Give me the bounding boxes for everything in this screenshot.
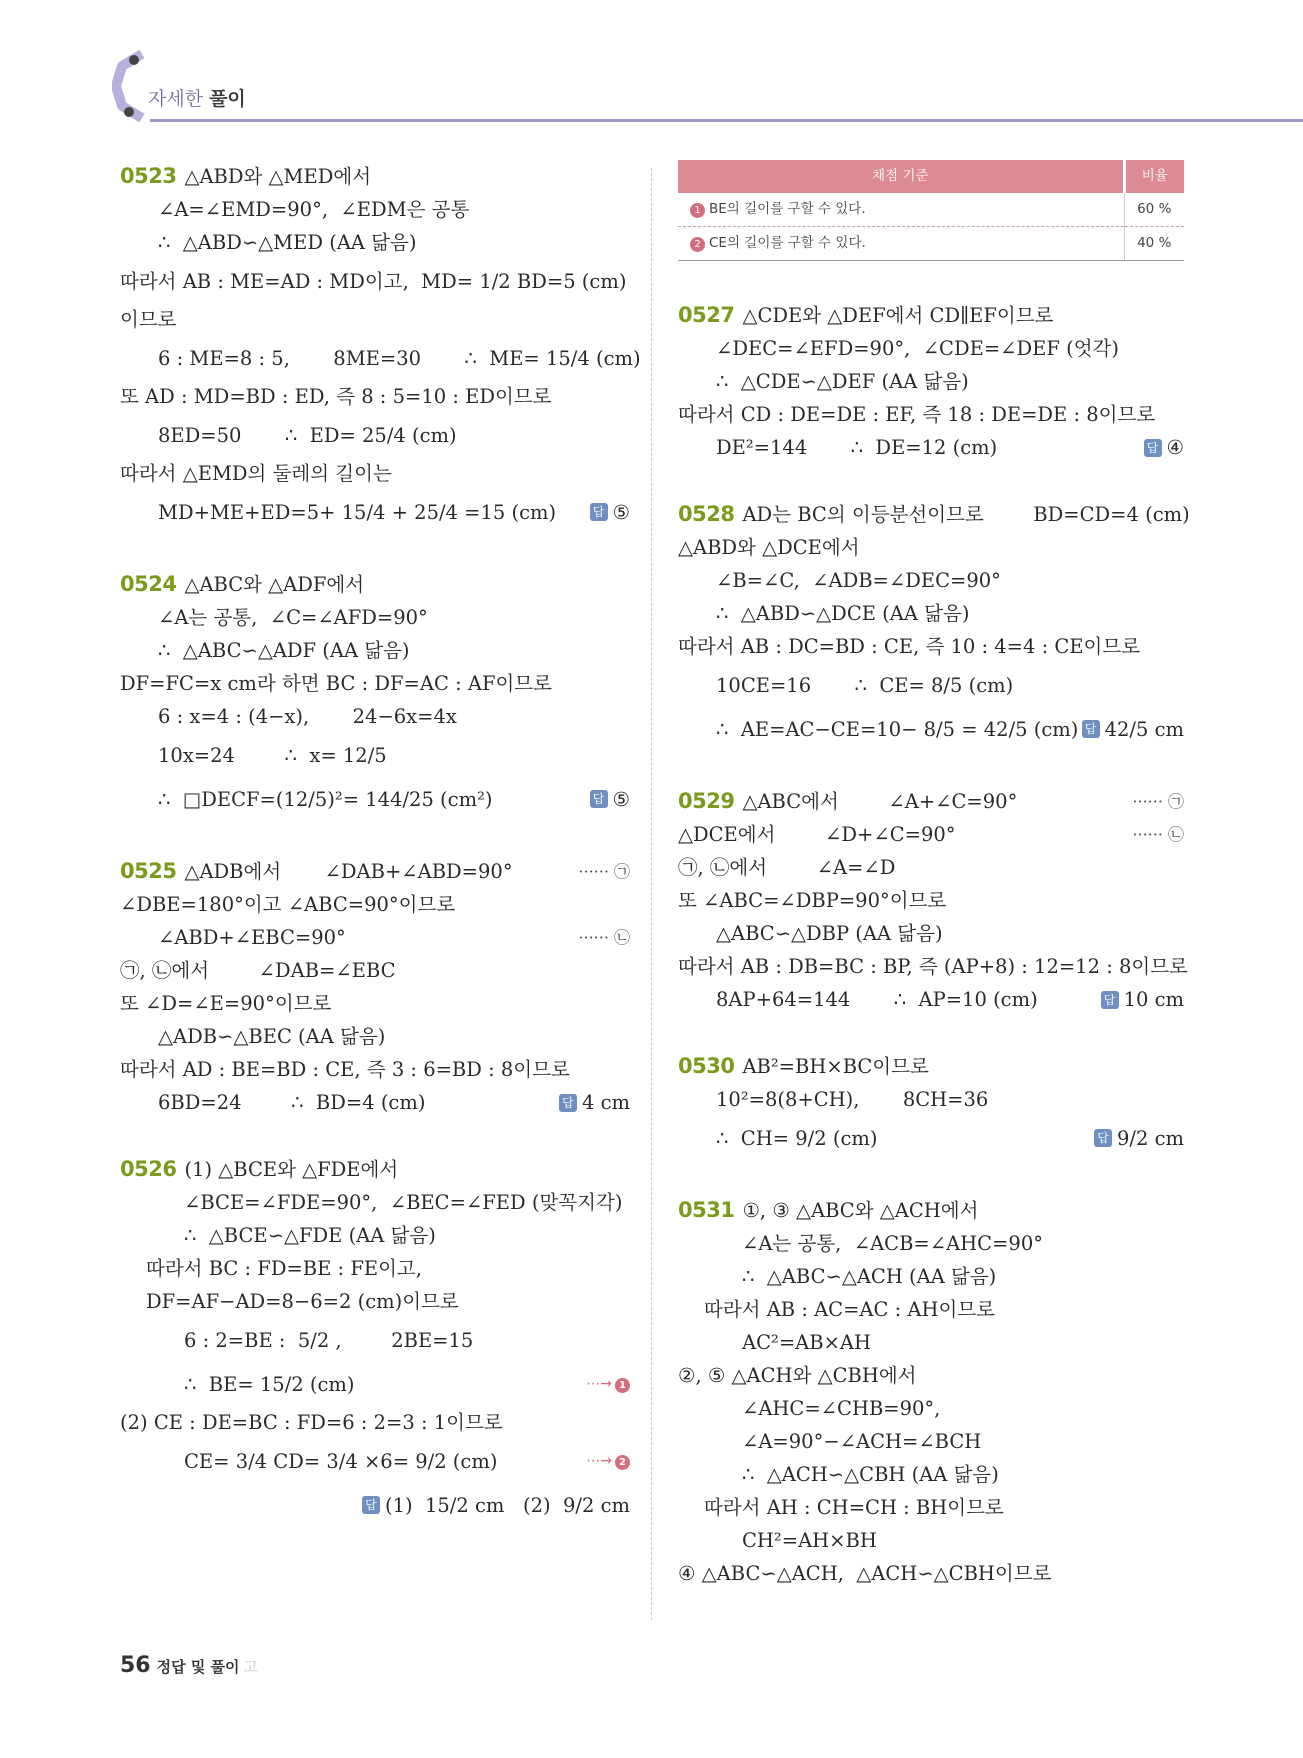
line: 따라서 AH : CH=CH : BH이므로: [704, 1496, 1004, 1519]
line: CE= 3/4 CD= 3/4 ×6= 9/2 (cm): [184, 1449, 498, 1473]
line: 따라서 AB : DB=BC : BP, 즉 (AP+8) : 12=12 : 8이므로: [678, 955, 1188, 978]
answer-value: 4 cm: [581, 1091, 630, 1114]
table-header-criteria: 채점 기준: [678, 160, 1124, 193]
line: ∴ CH= 9/2 (cm): [716, 1126, 878, 1150]
line: △ABC에서 ∠A+∠C=90°: [742, 790, 1018, 813]
page-number: 56: [120, 1653, 151, 1678]
problem-0529: [678, 785, 1188, 1016]
line: ∠ABD+∠EBC=90°: [158, 926, 346, 949]
answer-value: (1) 15/2 cm (2) 9/2 cm: [384, 1493, 630, 1517]
line: ∴ △ABC∽△ACH (AA 닮음): [742, 1265, 997, 1288]
line: 따라서 BC : FD=BE : FE이고,: [146, 1257, 422, 1280]
line: 따라서 AB : ME=AD : MD이고, MD= 1/2 BD=5 (cm): [120, 269, 627, 293]
line: 6BD=24 ∴ BD=4 (cm): [158, 1091, 426, 1114]
problem-number: 0525: [120, 859, 177, 883]
answer: [590, 496, 630, 529]
line: ∠A=90°−∠ACH=∠BCH: [742, 1430, 982, 1453]
line: ∠B=∠C, ∠ADB=∠DEC=90°: [716, 569, 1001, 592]
problem-number: 0530: [678, 1054, 735, 1078]
line: DF=FC=x cm라 하면 BC : DF=AC : AF이므로: [120, 672, 552, 695]
equation-tag: ······ ㉠: [1132, 792, 1184, 811]
line: ②, ⑤ △ACH와 △CBH에서: [678, 1364, 917, 1387]
answer-value: 10 cm: [1123, 988, 1184, 1011]
line: ∴ △ABC∽△ADF (AA 닮음): [158, 639, 410, 662]
criteria-text: CE의 길이를 구할 수 있다.: [709, 235, 866, 251]
line: 또 AD : MD=BD : ED, 즉 8 : 5=10 : ED이므로: [120, 385, 552, 408]
line: △ABD와 △MED에서: [184, 165, 372, 188]
line: 10²=8(8+CH), 8CH=36: [716, 1088, 989, 1111]
line: 또 ∠ABC=∠DBP=90°이므로: [678, 889, 947, 912]
problem-0525: [120, 855, 630, 1119]
marking-step-1: ⋯→ 1: [586, 1368, 630, 1401]
line: (2) CE : DE=BC : FD=6 : 2=3 : 1이므로: [120, 1411, 503, 1434]
line: 8AP+64=144 ∴ AP=10 (cm): [716, 988, 1038, 1011]
line: AD는 BC의 이등분선이므로 BD=CD=4 (cm): [742, 503, 1190, 526]
line: ∴ AE=AC−CE=10− 8/5 = 42/5 (cm): [716, 717, 1079, 741]
line: ∠DEC=∠EFD=90°, ∠CDE=∠DEF (엇각): [716, 337, 1119, 360]
answer: [590, 783, 630, 816]
line: 또 ∠D=∠E=90°이므로: [120, 992, 332, 1015]
criteria-ratio: 60 %: [1124, 193, 1184, 227]
answer-icon: 답: [362, 1496, 380, 1514]
line: ∴ △BCE∽△FDE (AA 닮음): [184, 1224, 436, 1247]
page-footer: [120, 1653, 258, 1678]
header-title-part2: 풀이: [209, 88, 246, 110]
line: 따라서 AD : BE=BD : CE, 즉 3 : 6=BD : 8이므로: [120, 1058, 570, 1081]
answer: [1094, 1122, 1184, 1155]
problem-number: 0524: [120, 572, 177, 596]
line: (1) △BCE와 △FDE에서: [184, 1158, 399, 1181]
left-column: [120, 160, 641, 1561]
problem-number: 0531: [678, 1198, 735, 1222]
line: 6 : x=4 : (4−x), 24−6x=4x: [158, 705, 457, 728]
line: 따라서 AB : DC=BD : CE, 즉 10 : 4=4 : CE이므로: [678, 635, 1141, 658]
problem-number: 0523: [120, 164, 177, 188]
answer: [1082, 713, 1184, 746]
answer-value: 9/2 cm: [1117, 1126, 1184, 1150]
line: 10x=24 ∴ x= 12/5: [158, 743, 387, 767]
line: △ADB∽△BEC (AA 닮음): [158, 1025, 386, 1048]
criteria-ratio: 40 %: [1124, 227, 1184, 261]
table-header-ratio: 비율: [1124, 160, 1184, 193]
header-rule: [150, 119, 1303, 122]
line: AB²=BH×BC이므로: [742, 1055, 929, 1078]
problem-number: 0527: [678, 303, 735, 327]
line: ∠BCE=∠FDE=90°, ∠BEC=∠FED (맞꼭지각): [184, 1191, 623, 1214]
marking-step-2: ⋯→ 2: [586, 1445, 630, 1478]
answer-icon: 답: [1101, 991, 1119, 1009]
line: DE²=144 ∴ DE=12 (cm): [716, 436, 998, 459]
answer-icon: 답: [1082, 720, 1100, 738]
footer-faded-text: 고: [243, 1658, 259, 1676]
page-header-title: [148, 84, 246, 111]
line: 이므로: [120, 308, 177, 331]
line: ∠DBE=180°이고 ∠ABC=90°이므로: [120, 893, 456, 916]
line: ㉠, ㉡에서 ∠DAB=∠EBC: [120, 959, 396, 982]
line: 8ED=50 ∴ ED= 25/4 (cm): [158, 423, 457, 447]
criteria-number: 1: [690, 203, 705, 218]
right-column: [678, 160, 1190, 1624]
answer-value: ④: [1166, 436, 1184, 459]
line: 따라서 AB : AC=AC : AH이므로: [704, 1298, 995, 1321]
line: CH²=AH×BH: [742, 1529, 877, 1552]
line: ∠A는 공통, ∠C=∠AFD=90°: [158, 606, 428, 629]
line: △ADB에서 ∠DAB+∠ABD=90°: [184, 860, 513, 883]
header-title-part1: 자세한: [148, 88, 204, 110]
line: ∴ □DECF=(12/5)²= 144/25 (cm²): [158, 787, 493, 811]
answer: [1101, 983, 1184, 1016]
answer: [1144, 431, 1184, 464]
line: MD+ME+ED=5+ 15/4 + 25/4 =15 (cm): [158, 500, 557, 524]
problem-0523: [120, 160, 641, 534]
problem-0526: [120, 1153, 630, 1527]
line: ④ △ABC∽△ACH, △ACH∽△CBH이므로: [678, 1562, 1052, 1585]
line: ㉠, ㉡에서 ∠A=∠D: [678, 856, 896, 879]
line: △ABC∽△DBP (AA 닮음): [716, 922, 943, 945]
equation-tag: ······ ㉡: [1132, 825, 1184, 844]
problem-0530: [678, 1050, 1184, 1160]
table-row: [678, 193, 1184, 227]
equation-tag: ······ ㉠: [578, 862, 630, 881]
line: AC²=AB×AH: [742, 1331, 871, 1354]
problem-0524: [120, 568, 630, 821]
answer-icon: 답: [559, 1094, 577, 1112]
problem-number: 0529: [678, 789, 735, 813]
table-row: [678, 227, 1184, 261]
equation-tag: ······ ㉡: [578, 928, 630, 947]
problem-0528: [678, 498, 1190, 751]
line: DF=AF−AD=8−6=2 (cm)이므로: [146, 1290, 459, 1313]
line: ∴ △CDE∽△DEF (AA 닮음): [716, 370, 969, 393]
problem-0527: [678, 299, 1184, 464]
answer-icon: 답: [590, 790, 608, 808]
line: △CDE와 △DEF에서 CD∥EF이므로: [742, 304, 1054, 327]
criteria-number: 2: [690, 237, 705, 252]
answer-icon: 답: [1144, 439, 1162, 457]
footer-book-title: 정답 및 풀이: [156, 1658, 240, 1676]
line: ∠AHC=∠CHB=90°,: [742, 1397, 941, 1420]
line: ∠A는 공통, ∠ACB=∠AHC=90°: [742, 1232, 1043, 1255]
grading-criteria-table: [678, 160, 1184, 261]
line: 6 : 2=BE : 5/2 , 2BE=15: [184, 1328, 474, 1352]
line: 10CE=16 ∴ CE= 8/5 (cm): [716, 673, 1014, 697]
line: ∴ BE= 15/2 (cm): [184, 1372, 355, 1396]
line: 6 : ME=8 : 5, 8ME=30 ∴ ME= 15/4 (cm): [158, 346, 641, 370]
line: △ABD와 △DCE에서: [678, 536, 860, 559]
line: ∴ △ACH∽△CBH (AA 닮음): [742, 1463, 999, 1486]
line: ①, ③ △ABC와 △ACH에서: [742, 1199, 979, 1222]
answer: [362, 1489, 630, 1522]
problem-number: 0526: [120, 1157, 177, 1181]
problem-number: 0528: [678, 502, 735, 526]
answer-icon: 답: [590, 503, 608, 521]
line: ∴ △ABD∽△DCE (AA 닮음): [716, 602, 970, 625]
problem-0531: [678, 1194, 1184, 1590]
answer-value: ⑤: [612, 787, 630, 811]
line: △ABC와 △ADF에서: [184, 573, 365, 596]
answer-icon: 답: [1094, 1129, 1112, 1147]
column-divider: [651, 168, 652, 1620]
line: 따라서 CD : DE=DE : EF, 즉 18 : DE=DE : 8이므로: [678, 403, 1156, 426]
line: 따라서 △EMD의 둘레의 길이는: [120, 462, 392, 485]
answer-value: 42/5 cm: [1104, 717, 1184, 741]
line: △DCE에서 ∠D+∠C=90°: [678, 823, 956, 846]
answer-value: ⑤: [612, 500, 630, 524]
answer: [559, 1086, 630, 1119]
criteria-text: BE의 길이를 구할 수 있다.: [709, 201, 866, 217]
line: ∴ △ABD∽△MED (AA 닮음): [158, 231, 417, 254]
line: ∠A=∠EMD=90°, ∠EDM은 공통: [158, 198, 470, 221]
